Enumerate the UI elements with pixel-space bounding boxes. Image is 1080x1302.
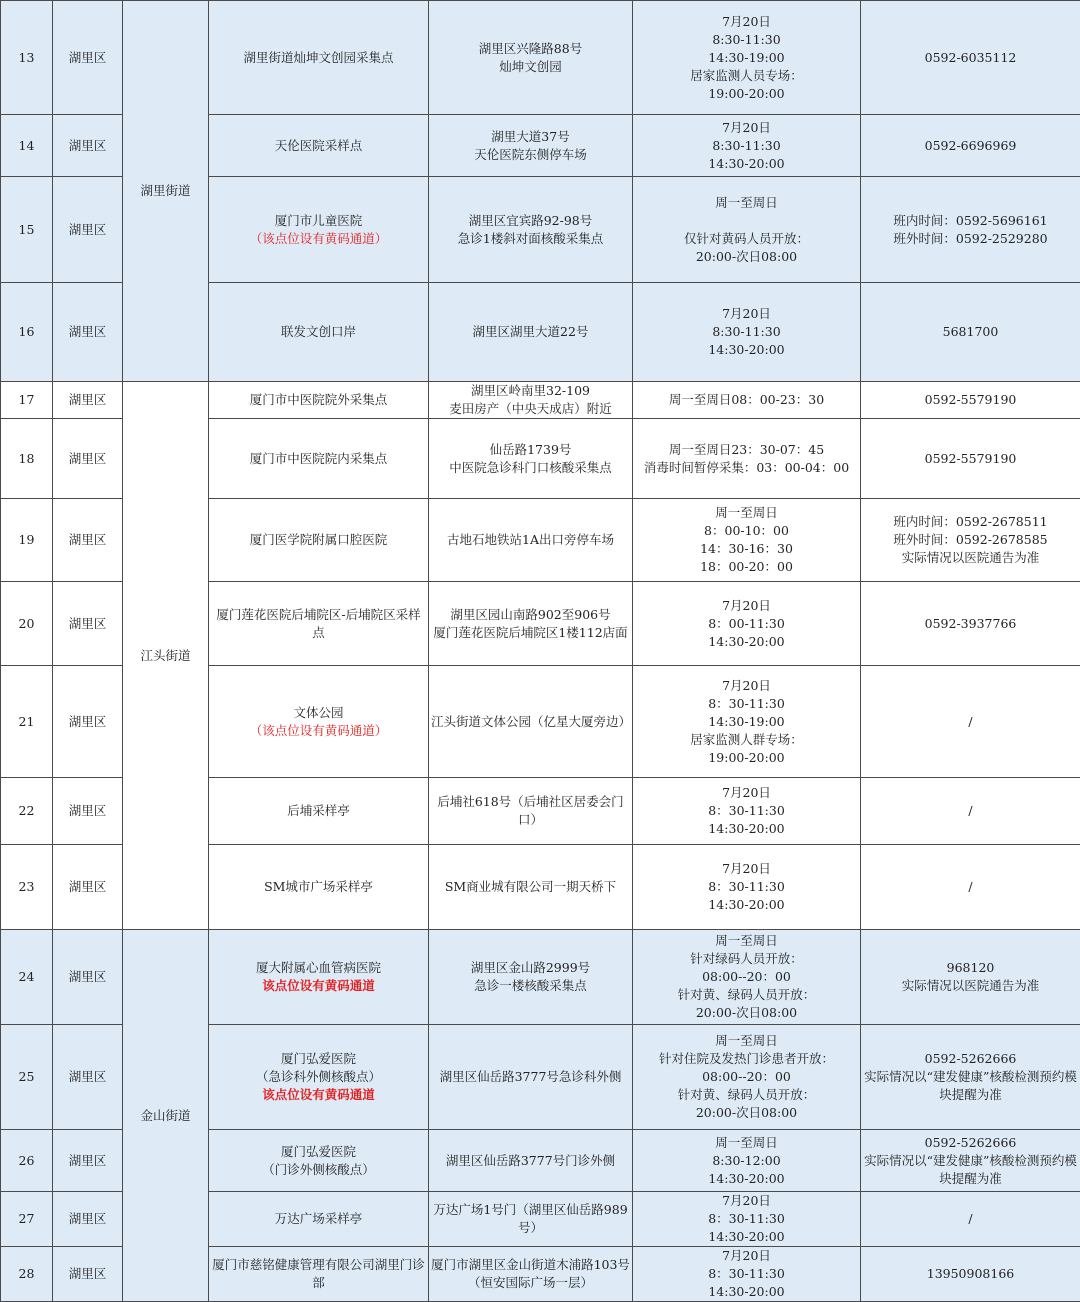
site-name: 厦门市慈铭健康管理有限公司湖里门诊部 <box>212 1257 425 1290</box>
phone-cell: 0592-5262666 实际情况以“建发健康”核酸检测预约模块提醒为准 <box>861 1025 1080 1130</box>
hours-cell: 7月20日 8：30-11:30 14:30-20:00 <box>633 778 861 845</box>
address-cell: 湖里大道37号 天伦医院东侧停车场 <box>429 115 633 177</box>
site-name: 厦门医学院附属口腔医院 <box>250 532 388 547</box>
site-name-cell <box>209 1 429 115</box>
site-name-cell <box>209 930 429 1025</box>
hours-cell: 周一至周日 仅针对黄码人员开放： 20:00-次日08:00 <box>633 177 861 283</box>
site-name-cell <box>209 582 429 666</box>
district-cell: 湖里区 <box>53 1247 123 1302</box>
row-number: 24 <box>1 930 53 1025</box>
address-cell: 湖里区湖里大道22号 <box>429 283 633 382</box>
hours-cell: 7月20日 8：30-11:30 14:30-19:00 居家监测人群专场： 19:00-20:00 <box>633 666 861 778</box>
hours-cell: 7月20日 8：30-11:30 14:30-20:00 <box>633 1247 861 1302</box>
district-cell: 湖里区 <box>53 778 123 845</box>
address-cell: 湖里区仙岳路3777号门诊外侧 <box>429 1130 633 1192</box>
site-name: 万达广场采样亭 <box>275 1211 363 1226</box>
address-cell: 湖里区仙岳路3777号急诊科外侧 <box>429 1025 633 1130</box>
site-name: 天伦医院采样点 <box>275 138 363 153</box>
site-name: 联发文创口岸 <box>281 324 356 339</box>
district-cell: 湖里区 <box>53 845 123 930</box>
hours-cell: 周一至周日 针对住院及发热门诊患者开放： 08:00--20：00 针对黄、绿码人员开放： 20:00-次日08:00 <box>633 1025 861 1130</box>
address-cell: SM商业城有限公司一期天桥下 <box>429 845 633 930</box>
site-name: 厦门莲花医院后埔院区-后埔院区采样点 <box>216 607 420 640</box>
hours-cell: 周一至周日23：30-07：45 消毒时间暂停采集：03：00-04：00 <box>633 419 861 499</box>
address-cell: 厦门市湖里区金山街道木浦路103号（恒安国际广场一层） <box>429 1247 633 1302</box>
site-name-cell <box>209 1025 429 1130</box>
phone-cell: 0592-5579190 <box>861 382 1080 419</box>
district-cell: 湖里区 <box>53 382 123 419</box>
row-number: 21 <box>1 666 53 778</box>
row-number: 25 <box>1 1025 53 1130</box>
site-name-cell <box>209 499 429 582</box>
phone-cell: 0592-5579190 <box>861 419 1080 499</box>
site-name-cell <box>209 1192 429 1247</box>
site-name: 湖里街道灿坤文创园采集点 <box>243 50 393 65</box>
district-cell: 湖里区 <box>53 1130 123 1192</box>
phone-cell: 班内时间：0592-2678511 班外时间：0592-2678585 实际情况以医院通告为准 <box>861 499 1080 582</box>
address-cell: 仙岳路1739号 中医院急诊科门口核酸采集点 <box>429 419 633 499</box>
site-name: 厦门弘爱医院 （急诊科外侧核酸点） <box>256 1051 381 1084</box>
hours-cell: 周一至周日 8：00-10：00 14：30-16：30 18：00-20：00 <box>633 499 861 582</box>
site-name-cell <box>209 1130 429 1192</box>
phone-cell: / <box>861 845 1080 930</box>
phone-cell: / <box>861 1192 1080 1247</box>
district-cell: 湖里区 <box>53 1025 123 1130</box>
street-cell: 湖里街道 <box>123 1 209 382</box>
phone-cell: 0592-6035112 <box>861 1 1080 115</box>
district-cell: 湖里区 <box>53 930 123 1025</box>
address-cell: 湖里区园山南路902至906号 厦门莲花医院后埔院区1楼112店面 <box>429 582 633 666</box>
address-cell: 江头街道文体公园（亿星大厦旁边） <box>429 666 633 778</box>
district-cell: 湖里区 <box>53 666 123 778</box>
hours-cell: 周一至周日08：00-23：30 <box>633 382 861 419</box>
row-number: 17 <box>1 382 53 419</box>
hours-cell: 7月20日 8：00-11:30 14:30-20:00 <box>633 582 861 666</box>
hours-cell: 周一至周日 针对绿码人员开放： 08:00--20：00 针对黄、绿码人员开放： 20:00-次日08:00 <box>633 930 861 1025</box>
site-name-cell <box>209 177 429 283</box>
row-number: 15 <box>1 177 53 283</box>
row-number: 22 <box>1 778 53 845</box>
row-number: 26 <box>1 1130 53 1192</box>
street-cell: 江头街道 <box>123 382 209 930</box>
table-row <box>1 930 1080 1025</box>
address-cell: 湖里区兴隆路88号 灿坤文创园 <box>429 1 633 115</box>
site-name-cell <box>209 778 429 845</box>
site-name-cell <box>209 115 429 177</box>
address-cell: 湖里区岭南里32-109 麦田房产（中央天成店）附近 <box>429 382 633 419</box>
site-name: 文体公园 <box>293 705 343 720</box>
site-name: 厦门市儿童医院 <box>275 213 363 228</box>
site-name-cell <box>209 419 429 499</box>
district-cell: 湖里区 <box>53 177 123 283</box>
phone-cell: / <box>861 666 1080 778</box>
address-cell: 后埔社618号（后埔社区居委会门口） <box>429 778 633 845</box>
phone-cell: / <box>861 778 1080 845</box>
site-name: 厦门弘爱医院 （门诊外侧核酸点） <box>262 1144 375 1177</box>
table-row <box>1 1 1080 115</box>
district-cell: 湖里区 <box>53 419 123 499</box>
district-cell: 湖里区 <box>53 582 123 666</box>
hours-cell: 7月20日 8:30-11:30 14:30-19:00 居家监测人员专场： 19:00-20:00 <box>633 1 861 115</box>
table-row <box>1 382 1080 419</box>
site-name-cell <box>209 382 429 419</box>
yellow-code-note: 该点位设有黄码通道 <box>211 977 426 995</box>
site-name: 厦门市中医院院内采集点 <box>250 451 388 466</box>
yellow-code-note: 该点位设有黄码通道 <box>211 1086 426 1104</box>
address-cell: 湖里区宜宾路92-98号 急诊1楼斜对面核酸采集点 <box>429 177 633 283</box>
district-cell: 湖里区 <box>53 499 123 582</box>
row-number: 14 <box>1 115 53 177</box>
district-cell: 湖里区 <box>53 1 123 115</box>
phone-cell: 5681700 <box>861 283 1080 382</box>
phone-cell: 13950908166 <box>861 1247 1080 1302</box>
address-cell: 古地石地铁站1A出口旁停车场 <box>429 499 633 582</box>
district-cell: 湖里区 <box>53 115 123 177</box>
hours-cell: 7月20日 8：30-11:30 14:30-20:00 <box>633 1192 861 1247</box>
phone-cell: 0592-6696969 <box>861 115 1080 177</box>
phone-cell: 0592-3937766 <box>861 582 1080 666</box>
site-name-cell <box>209 845 429 930</box>
phone-cell: 968120 实际情况以医院通告为准 <box>861 930 1080 1025</box>
site-name-cell <box>209 1247 429 1302</box>
site-name-cell <box>209 666 429 778</box>
yellow-code-note: （该点位设有黄码通道） <box>211 722 426 740</box>
phone-cell: 班内时间：0592-5696161 班外时间：0592-2529280 <box>861 177 1080 283</box>
row-number: 13 <box>1 1 53 115</box>
address-cell: 湖里区金山路2999号 急诊一楼核酸采集点 <box>429 930 633 1025</box>
hours-cell: 7月20日 8:30-11:30 14:30-20:00 <box>633 283 861 382</box>
row-number: 18 <box>1 419 53 499</box>
row-number: 16 <box>1 283 53 382</box>
row-number: 27 <box>1 1192 53 1247</box>
district-cell: 湖里区 <box>53 1192 123 1247</box>
street-cell: 金山街道 <box>123 930 209 1302</box>
address-cell: 万达广场1号门（湖里区仙岳路989号） <box>429 1192 633 1247</box>
phone-cell: 0592-5262666 实际情况以“建发健康”核酸检测预约模块提醒为准 <box>861 1130 1080 1192</box>
site-name-cell <box>209 283 429 382</box>
row-number: 19 <box>1 499 53 582</box>
row-number: 23 <box>1 845 53 930</box>
hours-cell: 周一至周日 8:30-12:00 14:30-20:00 <box>633 1130 861 1192</box>
row-number: 20 <box>1 582 53 666</box>
district-cell: 湖里区 <box>53 283 123 382</box>
yellow-code-note: （该点位设有黄码通道） <box>211 230 426 248</box>
site-name: 厦门市中医院院外采集点 <box>250 392 388 407</box>
site-name: 厦大附属心血管病医院 <box>256 960 381 975</box>
row-number: 28 <box>1 1247 53 1302</box>
hours-cell: 7月20日 8:30-11:30 14:30-20:00 <box>633 115 861 177</box>
site-name: 后埔采样亭 <box>287 803 350 818</box>
hours-cell: 7月20日 8：30-11:30 14:30-20:00 <box>633 845 861 930</box>
site-name: SM城市广场采样亭 <box>264 879 373 894</box>
